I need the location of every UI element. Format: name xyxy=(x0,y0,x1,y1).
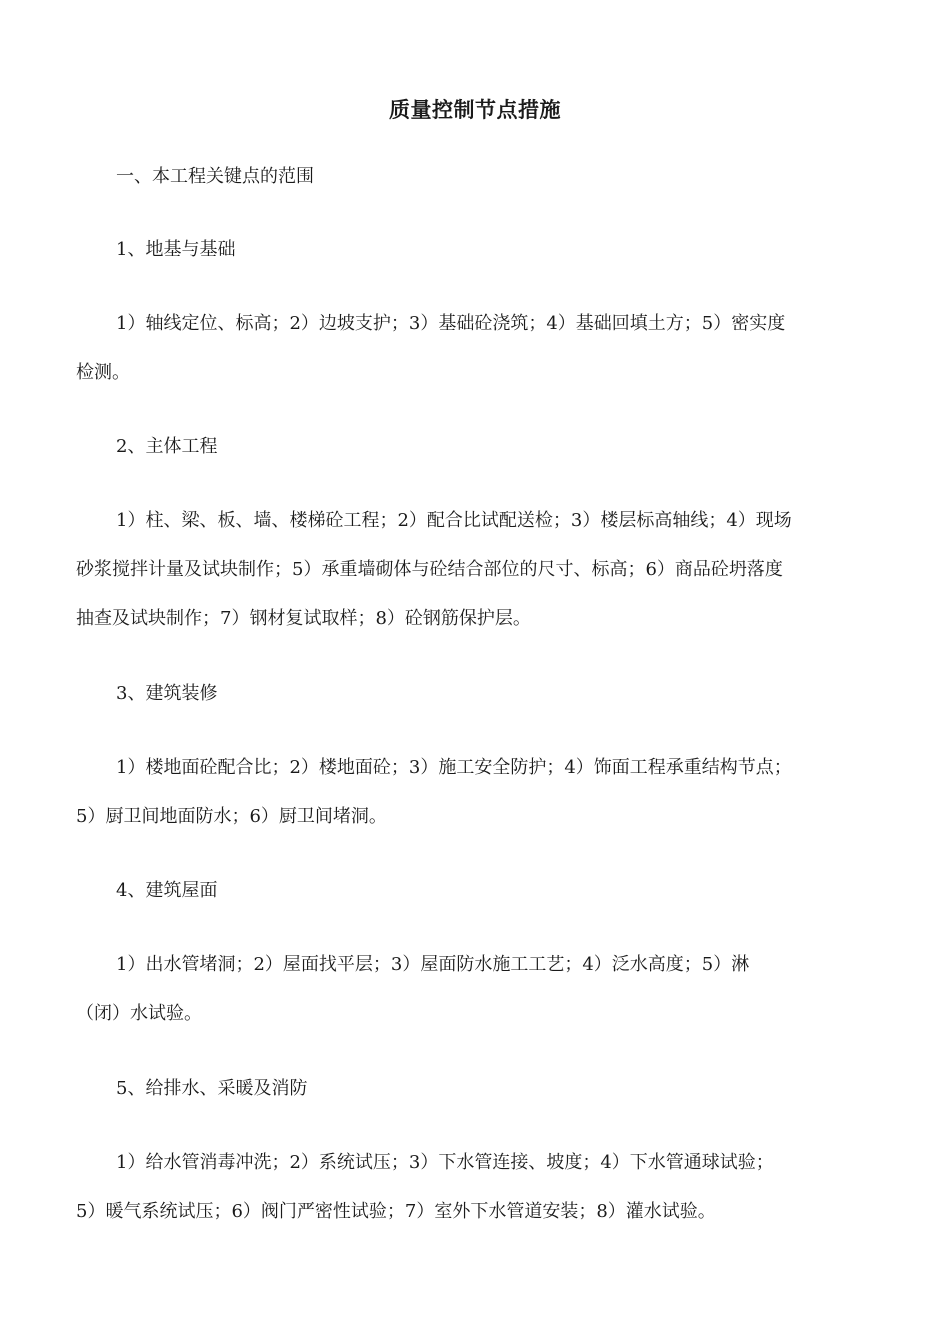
subsection-heading-decoration xyxy=(76,669,871,718)
paragraph-line: 1）轴线定位、标高；2）边坡支护；3）基础砼浇筑；4）基础回填土方；5）密实度 xyxy=(116,313,786,334)
subsection-heading-roof xyxy=(76,866,871,915)
subsection-heading-foundation xyxy=(76,225,871,274)
paragraph-plumbing-items xyxy=(76,1138,871,1236)
paragraph-line: 5、给排水、采暖及消防 xyxy=(116,1078,308,1099)
paragraph-line: 5）厨卫间地面防水；6）厨卫间堵洞。 xyxy=(76,806,387,827)
paragraph-decoration-items xyxy=(76,743,871,841)
paragraph-line: （闭）水试验。 xyxy=(76,1003,202,1024)
paragraph-line: 一、本工程关键点的范围 xyxy=(116,166,314,187)
paragraph-line: 1）楼地面砼配合比；2）楼地面砼；3）施工安全防护；4）饰面工程承重结构节点； xyxy=(116,757,792,778)
paragraph-line: 4、建筑屋面 xyxy=(116,880,218,901)
paragraph-foundation-items xyxy=(76,299,871,397)
paragraph-line: 1、地基与基础 xyxy=(116,239,236,260)
paragraph-line: 砂浆搅拌计量及试块制作；5）承重墙砌体与砼结合部位的尺寸、标高；6）商品砼坍落度 xyxy=(76,559,783,580)
paragraph-line: 1）柱、梁、板、墙、楼梯砼工程；2）配合比试配送检；3）楼层标高轴线；4）现场 xyxy=(116,510,792,531)
paragraph-roof-items xyxy=(76,940,871,1038)
paragraph-line: 2、主体工程 xyxy=(116,436,218,457)
paragraph-main-structure-items xyxy=(76,496,871,643)
paragraph-line: 1）出水管堵洞；2）屋面找平层；3）屋面防水施工工艺；4）泛水高度；5）淋 xyxy=(116,954,750,975)
subsection-heading-main-structure xyxy=(76,422,871,471)
paragraph-line: 1）给水管消毒冲洗；2）系统试压；3）下水管连接、坡度；4）下水管通球试验； xyxy=(116,1152,774,1173)
subsection-heading-plumbing xyxy=(76,1064,871,1113)
section-heading-scope xyxy=(76,152,871,201)
paragraph-line: 3、建筑装修 xyxy=(116,683,218,704)
paragraph-line: 抽查及试块制作；7）钢材复试取样；8）砼钢筋保护层。 xyxy=(76,608,531,629)
paragraph-line: 检测。 xyxy=(76,362,130,383)
paragraph-line: 5）暖气系统试压；6）阀门严密性试验；7）室外下水管道安装；8）灌水试验。 xyxy=(76,1201,716,1222)
document-title: 质量控制节点措施 xyxy=(389,98,561,122)
